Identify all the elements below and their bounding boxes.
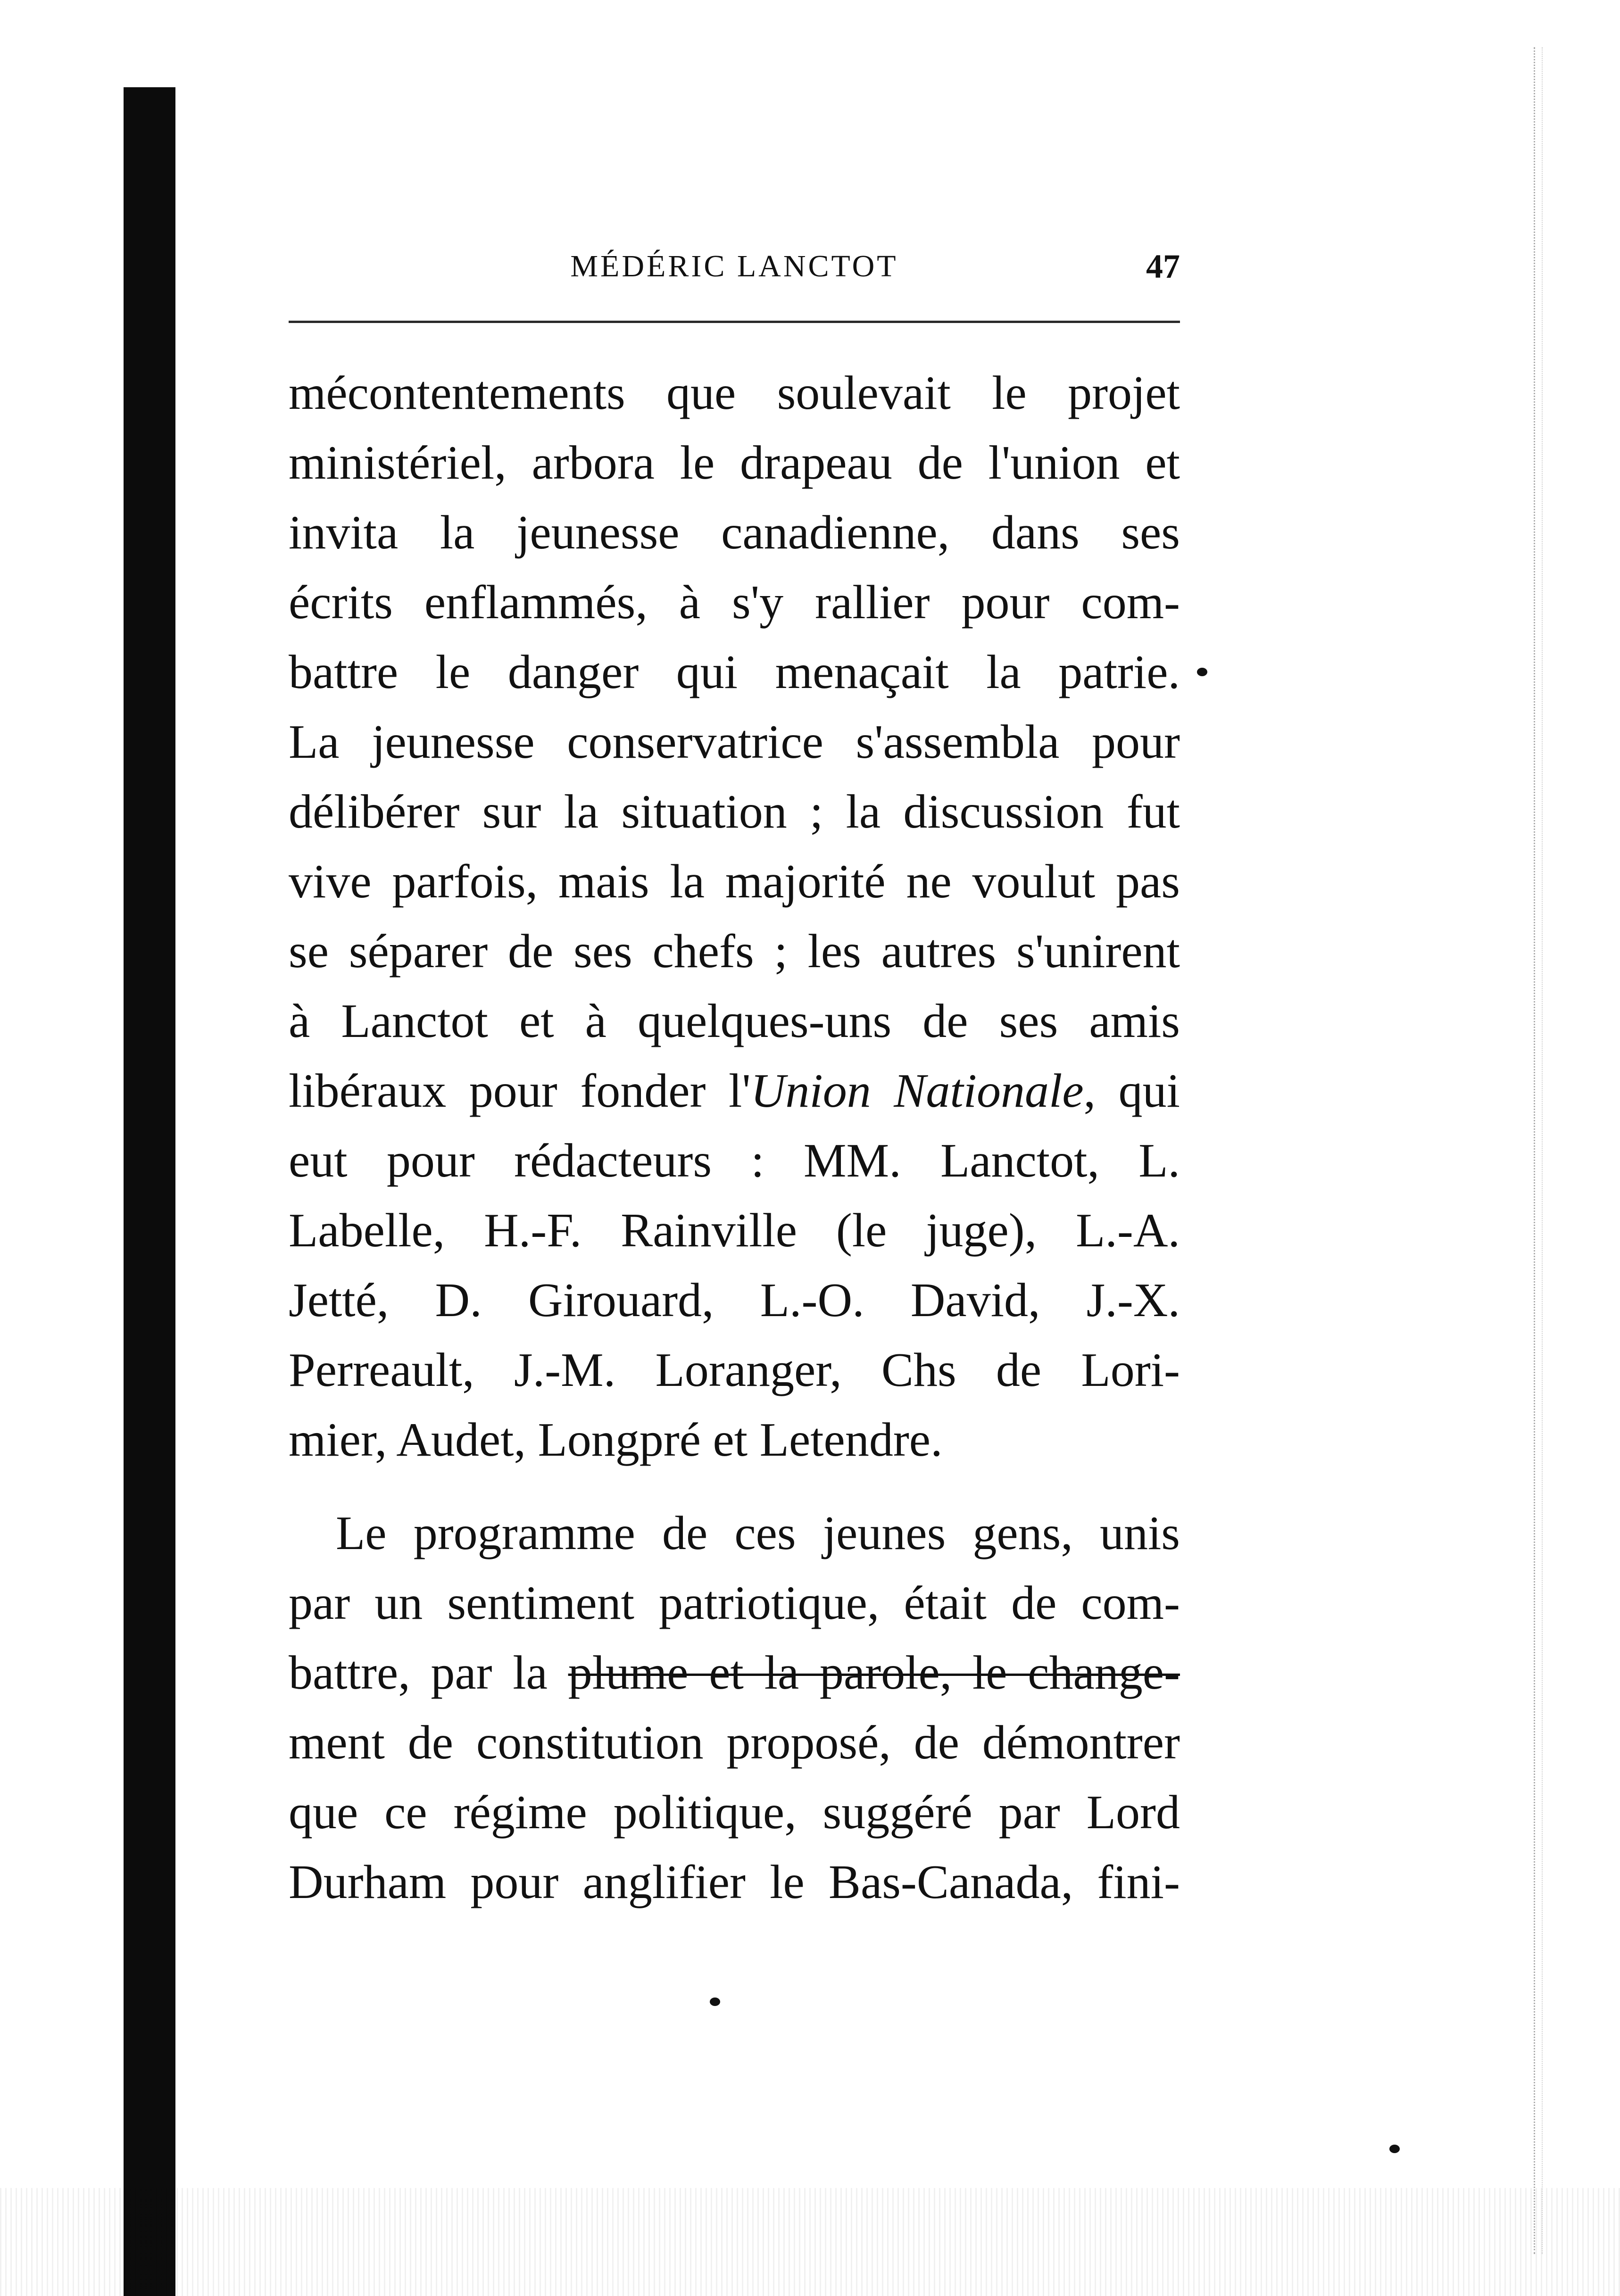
text-line: Le programme de ces jeunes gens, unis (336, 1507, 1180, 1560)
text-line: ministériel, arbora le drapeau de l'union et (289, 436, 1180, 489)
text-line: Perreault, J.-M. Loranger, Chs de Lori- (289, 1343, 1180, 1397)
text-line: Durham pour anglifier le Bas-Canada, fini- (289, 1856, 1180, 1909)
text-line: à Lanctot et à quelques-uns de ses amis (289, 995, 1180, 1048)
text-line (289, 1638, 1180, 1708)
page-edge-right (1534, 47, 1543, 2254)
text-line: battre le danger qui menaçait la patrie. (289, 646, 1180, 699)
paragraph-1 (289, 358, 1180, 1475)
struck-through-text: plume et la parole, le change- (568, 1646, 1180, 1699)
scan-noise-bottom (0, 2188, 1620, 2296)
ink-speck (1197, 668, 1207, 676)
text-line: que ce régime politique, suggéré par Lord (289, 1786, 1180, 1839)
text-line: Labelle, H.-F. Rainville (le juge), L.-A. (289, 1204, 1180, 1257)
ink-speck (710, 1998, 720, 2006)
page-number: 47 (1146, 248, 1180, 285)
paragraph-2 (289, 1499, 1180, 1917)
text-line: La jeunesse conservatrice s'assembla pour (289, 715, 1180, 769)
text-line: invita la jeunesse canadienne, dans ses (289, 506, 1180, 559)
text-run: , qui (1083, 1064, 1180, 1118)
page-body (289, 358, 1180, 1917)
text-line: Jetté, D. Girouard, L.-O. David, J.-X. (289, 1274, 1180, 1327)
text-line: écrits enflammés, à s'y rallier pour com- (289, 576, 1180, 629)
paragraph-gap (289, 1475, 1180, 1499)
binding-edge (124, 87, 175, 2296)
text-line: par un sentiment patriotique, était de com- (289, 1576, 1180, 1630)
running-title: MÉDÉRIC LANCTOT (570, 249, 898, 283)
text-line (289, 1056, 1180, 1126)
text-line: ment de constitution proposé, de démontrer (289, 1716, 1180, 1769)
text-line: mécontentements que soulevait le projet (289, 366, 1180, 420)
text-line: vive parfois, mais la majorité ne voulut pas (289, 855, 1180, 908)
text-run: battre, par la (289, 1646, 568, 1699)
ink-speck (1389, 2145, 1400, 2153)
text-line: mier, Audet, Longpré et Letendre. (289, 1413, 943, 1467)
text-run: libéraux pour fonder l' (289, 1064, 751, 1118)
text-line: se séparer de ses chefs ; les autres s'unirent (289, 925, 1180, 978)
running-head (289, 245, 1180, 288)
newspaper-title: Union Nationale (750, 1064, 1084, 1118)
text-line: délibérer sur la situation ; la discussion fut (289, 785, 1180, 838)
header-rule (289, 321, 1180, 323)
text-line: eut pour rédacteurs : MM. Lanctot, L. (289, 1134, 1180, 1187)
